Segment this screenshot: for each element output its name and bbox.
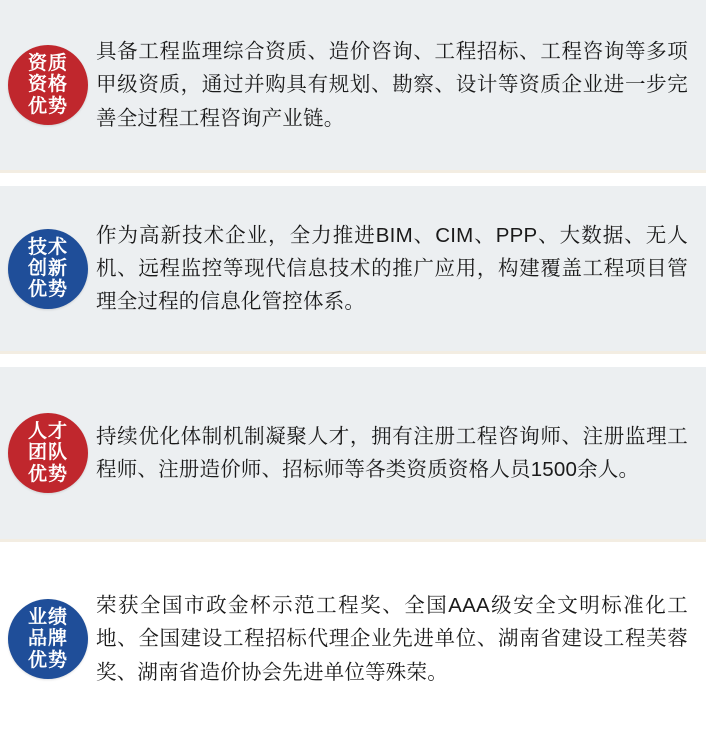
badge-line: 人才 — [27, 421, 68, 443]
advantage-body-2 — [0, 186, 706, 351]
advantage-text-4: 荣获全国市政金杯示范工程奖、全国AAA级安全文明标准化工地、全国建设工程招标代理企业先进单位、湖南省建设工程芙蓉奖、湖南省造价协会先进单位等殊荣。 — [96, 594, 688, 684]
badge-talent — [8, 413, 88, 493]
badge-line: 技术 — [27, 236, 68, 258]
advantage-text-3: 持续优化体制机制凝聚人才，拥有注册工程咨询师、注册监理工程师、注册造价师、招标师等各类资质资格人员1500余人。 — [96, 424, 688, 481]
section-gap — [0, 173, 706, 186]
advantage-section-4 — [0, 555, 706, 723]
badge-line: 资质 — [27, 53, 68, 75]
advantage-body-3 — [0, 367, 706, 539]
badge-line: 创新 — [27, 257, 68, 279]
advantage-body-1 — [0, 0, 706, 170]
advantage-section-3 — [0, 367, 706, 539]
badge-line: 品牌 — [27, 628, 68, 650]
advantage-body-4 — [0, 555, 706, 723]
badge-performance — [8, 599, 88, 679]
badge-line: 团队 — [27, 442, 68, 464]
badge-qualification — [8, 45, 88, 125]
advantage-text-2: 作为高新技术企业，全力推进BIM、CIM、PPP、大数据、无人机、远程监控等现代信息技术的推广应用，构建覆盖工程项目管理全过程的信息化管控体系。 — [96, 223, 688, 314]
section-gap — [0, 542, 706, 555]
badge-technology — [8, 229, 88, 309]
advantage-section-1 — [0, 0, 706, 170]
badge-line: 业绩 — [27, 607, 68, 629]
section-gap — [0, 354, 706, 367]
badge-line: 优势 — [27, 649, 68, 671]
badge-line: 优势 — [27, 279, 68, 301]
badge-line: 优势 — [27, 463, 68, 485]
badge-line: 优势 — [27, 95, 68, 117]
advantage-section-2 — [0, 186, 706, 351]
advantage-text-1: 具备工程监理综合资质、造价咨询、工程招标、工程咨询等多项甲级资质，通过并购具有规划、勘察、设计等资质企业进一步完善全过程工程咨询产业链。 — [96, 40, 688, 130]
badge-line: 资格 — [27, 74, 68, 96]
